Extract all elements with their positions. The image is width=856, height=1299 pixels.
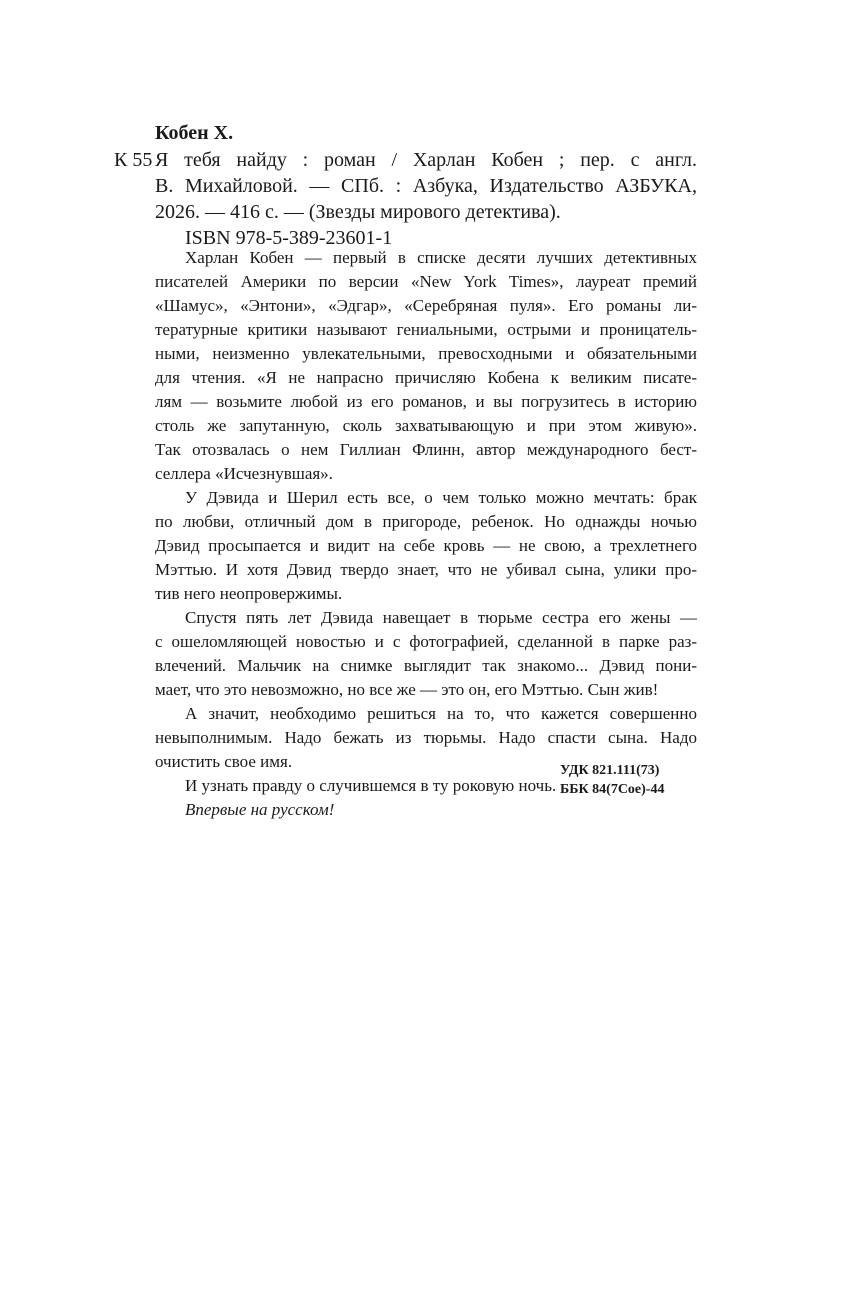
text-line: Харлан Кобен — первый в списке десяти лучших детективных — [185, 248, 697, 267]
text-line: писателей Америки по версии «New York Times», лауреат премий — [155, 272, 697, 291]
text-line: мает, что это невозможно, но все же — это он, его Мэттью. Сын жив! — [155, 680, 659, 699]
isbn: ISBN 978-5-389-23601-1 — [185, 227, 393, 249]
text-line: для чтения. «Я не напрасно причисляю Кобена к великим писате- — [155, 368, 697, 387]
annotation-paragraph-plot — [155, 486, 697, 606]
classification-code: К 55 — [114, 149, 153, 171]
text-line: А значит, необходимо решиться на то, что кажется совершенно — [185, 704, 697, 723]
bibliographic-line: В. Михайловой. — СПб. : Азбука, Издательство АЗБУКА, — [155, 175, 697, 197]
text-line: «Шамус», «Энтони», «Эдгар», «Серебряная пуля». Его романы ли- — [155, 296, 697, 315]
text-line: тив него неопровержимы. — [155, 584, 343, 603]
author-heading: Кобен Х. — [155, 122, 234, 144]
text-line: Спустя пять лет Дэвида навещает в тюрьме сестра его жены — — [185, 608, 697, 627]
udk-index: УДК 821.111(73) — [560, 763, 660, 778]
text-line: селлера «Исчезнувшая». — [155, 464, 333, 483]
closing-note: Впервые на русском! — [185, 800, 335, 819]
text-line: очистить свое имя. — [155, 752, 293, 771]
text-line: с ошеломляющей новостью и с фотографией, сделанной в парке раз- — [155, 632, 697, 651]
bibliographic-description — [155, 147, 697, 251]
text-line: столь же запутанную, сколь захватывающую и при этом живую». — [155, 416, 697, 435]
annotation-paragraph-author — [155, 246, 697, 486]
bibliographic-line: 2026. — 416 с. — (Звезды мирового детектива). — [155, 201, 561, 223]
text-line: влечений. Мальчик на снимке выглядит так знакомо... Дэвид пони- — [155, 656, 697, 675]
text-line: Дэвид просыпается и видит на себе кровь — не свою, а трехлетнего — [155, 536, 697, 555]
bbk-index: ББК 84(7Сое)-44 — [560, 782, 665, 797]
text-line: Мэттью. И хотя Дэвид твердо знает, что не убивал сына, улики про- — [155, 560, 697, 579]
text-line: У Дэвида и Шерил есть все, о чем только можно мечтать: брак — [185, 488, 697, 507]
bibliographic-line: Я тебя найду : роман / Харлан Кобен ; пер. с англ. — [155, 149, 697, 171]
annotation-paragraph-twist — [155, 606, 697, 702]
classification-indexes — [560, 761, 697, 799]
text-line: лям — возьмите любой из его романов, и вы погрузитесь в историю — [155, 392, 697, 411]
text-line: по любви, отличный дом в пригороде, ребенок. Но однажды ночью — [155, 512, 697, 531]
text-line: тературные критики называют гениальными, острыми и проницатель- — [155, 320, 697, 339]
annotation — [155, 246, 697, 822]
text-line: невыполнимым. Надо бежать из тюрьмы. Надо спасти сына. Надо — [155, 728, 697, 747]
text-line: Так отозвалась о нем Гиллиан Флинн, автор международного бест- — [155, 440, 697, 459]
text-line: И узнать правду о случившемся в ту роковую ночь. — [185, 776, 557, 795]
text-line: ными, неизменно увлекательными, превосходными и обязательными — [155, 344, 697, 363]
